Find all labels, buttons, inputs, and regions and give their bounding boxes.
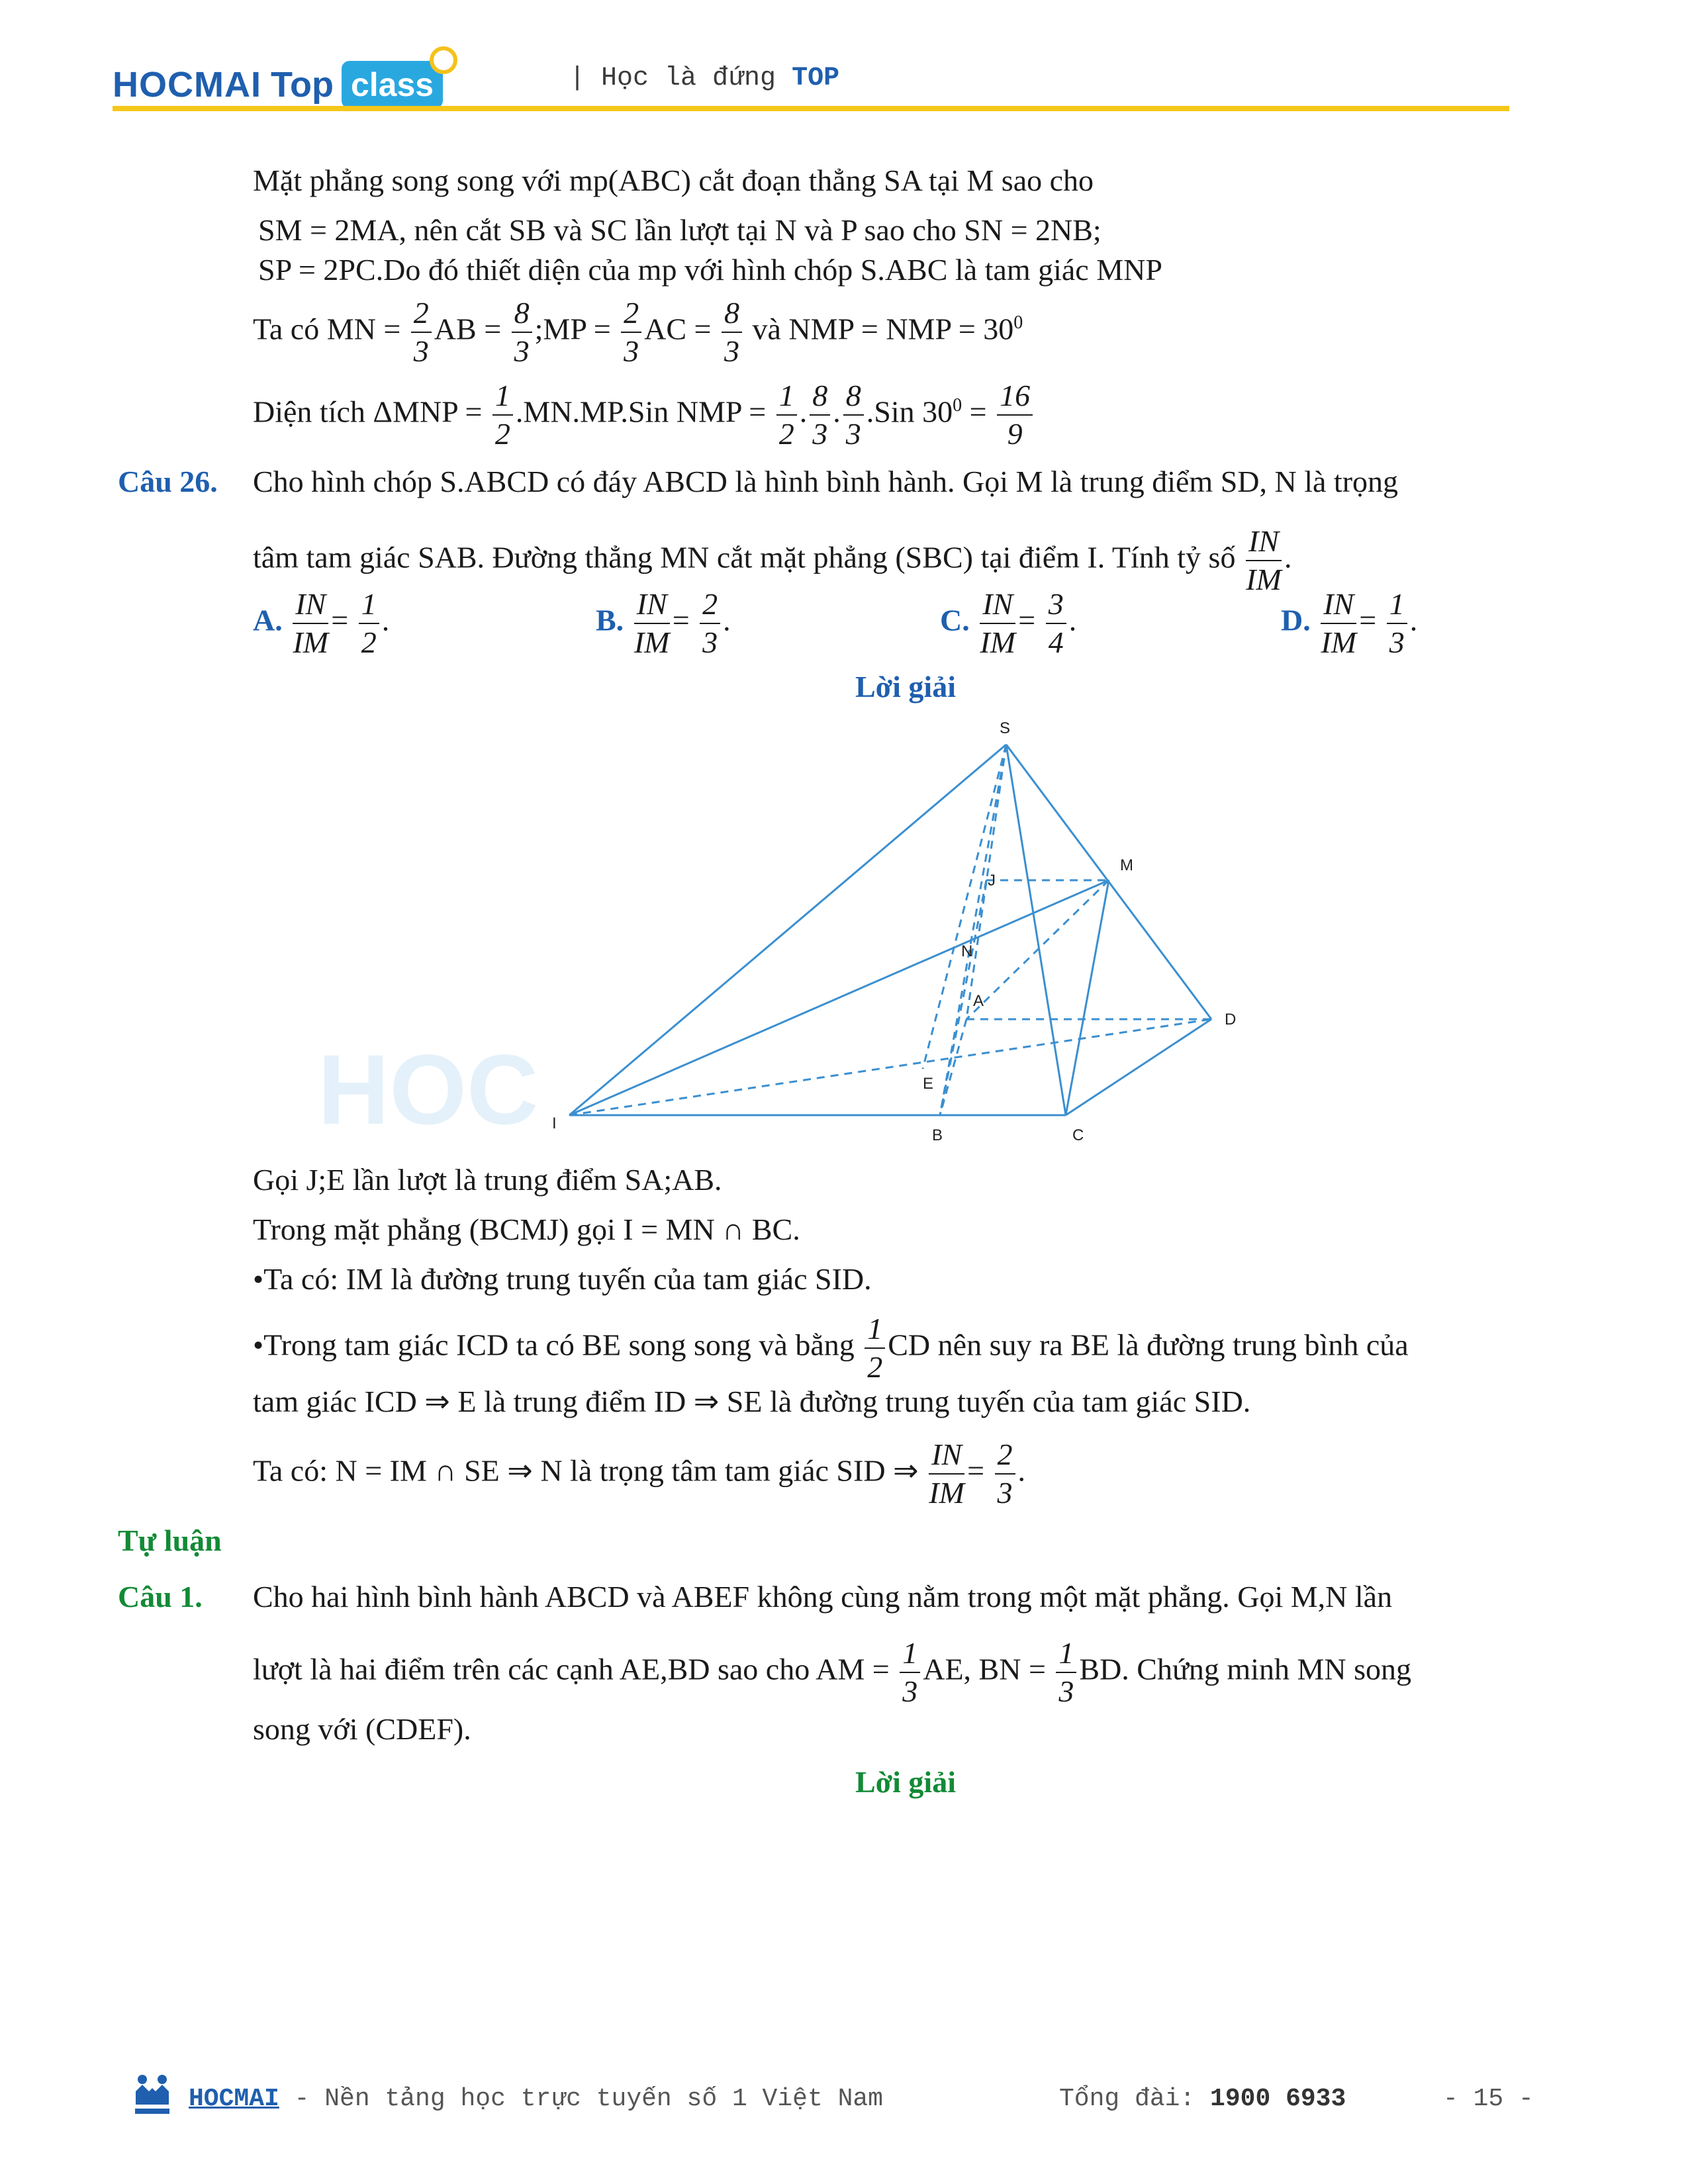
edge-im: [569, 880, 1109, 1115]
slogan: | Học là đứng TOP: [569, 64, 840, 93]
pyramid-figure: [543, 715, 1244, 1145]
label-c: C: [1072, 1126, 1084, 1144]
prev-line-2: SM = 2MA, nên cắt SB và SC lần lượt tại N và P sao cho SN = 2NB;: [258, 213, 1102, 247]
solution-line-6: Ta có: N = IM ∩ SE ⇒ N là trọng tâm tam giác SID ⇒ $\frac{IN}{IM}$ = $\frac{2}{3}$ .: [253, 1437, 1026, 1510]
solution-line-5: tam giác ICD ⇒ E là trung điểm ID ⇒ SE là đường trung tuyến của tam giác SID.: [253, 1385, 1251, 1418]
edge-se: [923, 745, 1006, 1069]
question-1-line-3: song với (CDEF).: [253, 1712, 471, 1746]
label-i: I: [552, 1115, 557, 1132]
option-d[interactable]: D. $\frac{IN}{IM}$ = $\frac{1}{3}$ .: [1281, 587, 1418, 659]
section-heading-tuluan: Tự luận: [118, 1524, 222, 1557]
label-j: J: [988, 872, 996, 889]
solution-line-4: •Trong tam giác ICD ta có BE song song và bằng $\frac{1}{2}$ CD nên suy ra BE là đường trung bình của: [253, 1312, 1409, 1384]
solution-line-2: Trong mặt phẳng (BCMJ) gọi I = MN ∩ BC.: [253, 1212, 800, 1246]
label-b: B: [932, 1126, 943, 1144]
prev-line-3: SP = 2PC.Do đó thiết diện của mp với hình chóp S.ABC là tam giác MNP: [258, 253, 1162, 287]
question-1-label: Câu 1.: [118, 1580, 203, 1614]
prev-line-5: Diện tích ΔMNP = $\frac{1}{2}$ .MN.MP.Sin NMP = $\frac{1}{2}$ . $\frac{8}{3}$ . $\frac{8}{3}$ .Sin $30^0$ = $\frac{16}{9}$: [253, 377, 1035, 453]
solution-heading-26: Lời giải: [855, 670, 956, 704]
watermark: HOC: [318, 1034, 539, 1145]
label-d: D: [1225, 1011, 1237, 1028]
star-icon: [430, 46, 457, 74]
question-1-line-1: Cho hai hình bình hành ABCD và ABEF không cùng nằm trong một mặt phẳng. Gọi M,N lần: [253, 1580, 1393, 1614]
question-26-line-1: Cho hình chóp S.ABCD có đáy ABCD là hình bình hành. Gọi M là trung điểm SD, N là trọng: [253, 465, 1399, 498]
solution-line-1: Gọi J;E lần lượt là trung điểm SA;AB.: [253, 1163, 722, 1197]
logo-text-top: Top: [270, 65, 334, 105]
logo-text-main: HOCMAI: [113, 65, 261, 105]
question-26-label: Câu 26.: [118, 465, 218, 498]
solution-line-3: •Ta có: IM là đường trung tuyến của tam giác SID.: [253, 1262, 872, 1296]
question-1-line-2: lượt là hai điểm trên các cạnh AE,BD sao cho AM = $\frac{1}{3}$ AE, BN = $\frac{1}{3}$ BD. Chứng minh MN song: [253, 1636, 1412, 1708]
prev-line-4: Ta có MN = $\frac{2}{3}$ AB = $\frac{8}{3}$ ;MP = $\frac{2}{3}$ AC = $\frac{8}{3}$ và NMP = NMP = $30^0$: [253, 296, 1023, 368]
hocmai-logo: [113, 58, 443, 111]
hocmai-footer-logo-icon: [132, 2071, 172, 2118]
logo-badge-class: class: [342, 61, 443, 109]
label-m: M: [1120, 856, 1133, 874]
edge-mc: [1066, 880, 1109, 1115]
option-b[interactable]: B. $\frac{IN}{IM}$ = $\frac{2}{3}$ .: [596, 587, 731, 659]
label-n: N: [961, 942, 973, 960]
option-a[interactable]: A. $\frac{IN}{IM}$ = $\frac{1}{2}$ .: [253, 587, 390, 659]
footer-brand-link[interactable]: HOCMAI: [189, 2085, 279, 2113]
header-divider: [113, 106, 1509, 111]
edge-ab: [940, 1019, 966, 1115]
prev-line-1: Mặt phẳng song song với mp(ABC) cắt đoạn thẳng SA tại M sao cho: [253, 163, 1094, 197]
option-c[interactable]: C. $\frac{IN}{IM}$ = $\frac{3}{4}$ .: [940, 587, 1077, 659]
footer-text: HOCMAI - Nền tảng học trực tuyến số 1 Việt Nam: [189, 2085, 883, 2113]
label-a: A: [973, 992, 984, 1010]
label-e: E: [923, 1075, 934, 1093]
label-s: S: [1000, 719, 1011, 737]
footer-hotline: Tổng đài: 1900 6933: [1059, 2085, 1346, 2113]
edge-cd: [1066, 1019, 1211, 1115]
page-number: - 15 -: [1443, 2085, 1534, 2113]
solution-heading-1: Lời giải: [855, 1765, 956, 1799]
question-26-line-2: tâm tam giác SAB. Đường thẳng MN cắt mặt phẳng (SBC) tại điểm I. Tính tỷ số $\frac{IN}{IM}$ .: [253, 524, 1292, 596]
